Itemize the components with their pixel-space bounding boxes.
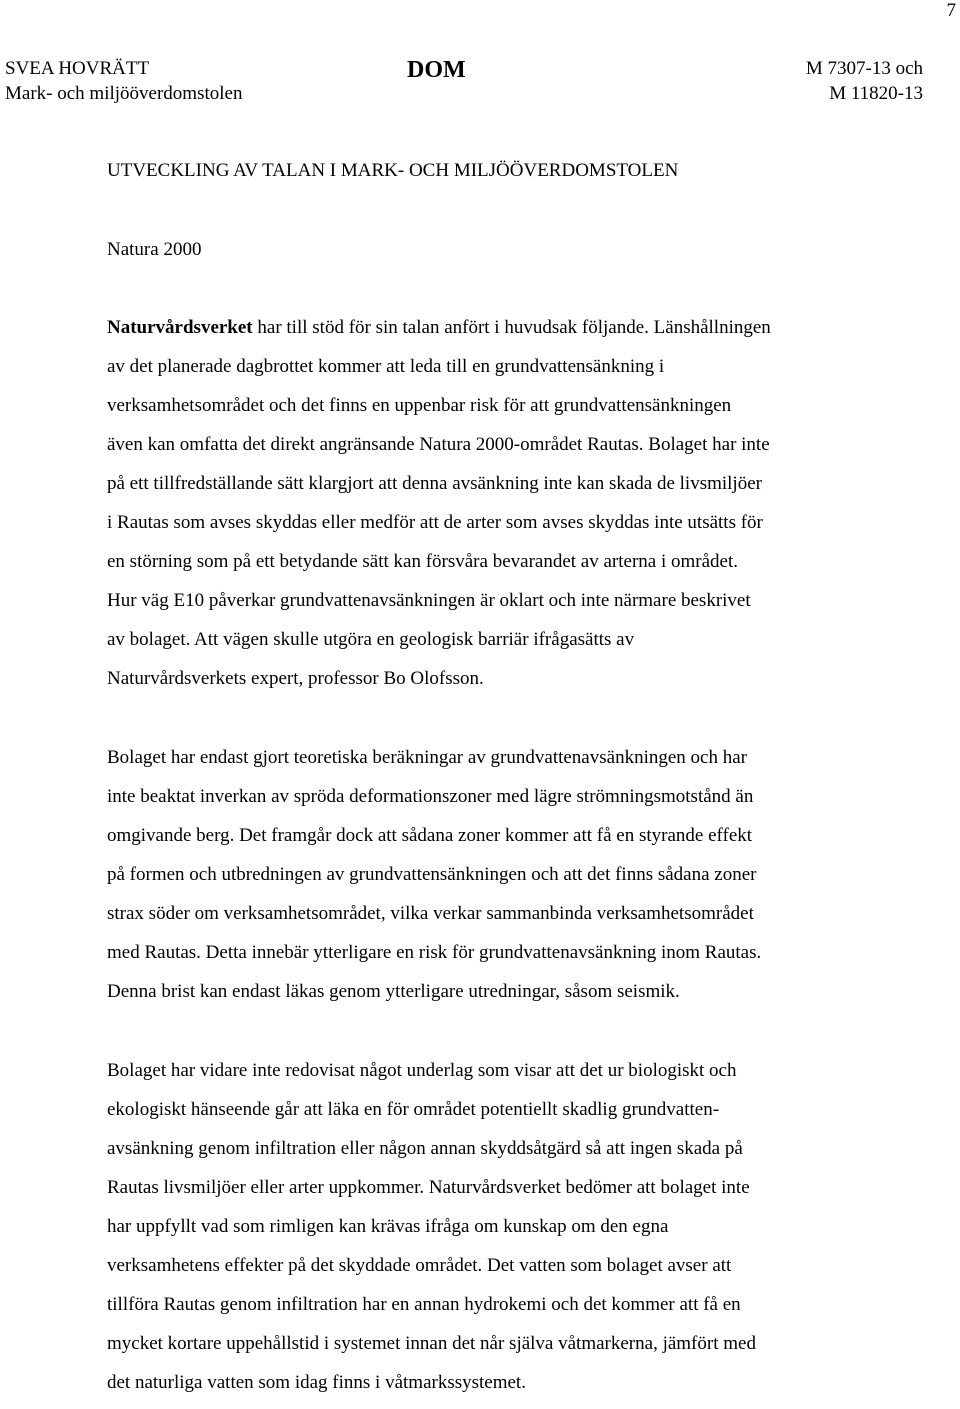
- paragraph-line: Naturvårdsverkets expert, professor Bo Olofsson.: [107, 668, 484, 689]
- paragraph-line: verksamhetsområdet och det finns en uppenbar risk för att grundvattensänkningen: [107, 395, 732, 416]
- paragraph-line: Naturvårdsverket har till stöd för sin talan anfört i huvudsak följande. Länshållningen: [107, 317, 771, 338]
- paragraph-line: det naturliga vatten som idag finns i våtmarkssystemet.: [107, 1372, 526, 1393]
- document-type: DOM: [407, 57, 466, 83]
- paragraph-line: på formen och utbredningen av grundvattensänkningen och att det finns sådana zoner: [107, 864, 757, 885]
- court-division: Mark- och miljööverdomstolen: [5, 83, 243, 104]
- document-header: [5, 56, 923, 108]
- bold-lead: Naturvårdsverket: [107, 317, 253, 338]
- page-number: 7: [946, 0, 956, 21]
- paragraph-line: Hur väg E10 påverkar grundvattenavsänkningen är oklart och inte närmare beskrivet: [107, 590, 751, 611]
- paragraph-line: Bolaget har vidare inte redovisat något underlag som visar att det ur biologiskt och: [107, 1060, 737, 1081]
- paragraph-2: [107, 745, 927, 1018]
- paragraph-line: på ett tillfredställande sätt klargjort att denna avsänkning inte kan skada de livsmiljöer: [107, 473, 762, 494]
- paragraph-line: har uppfyllt vad som rimligen kan krävas ifråga om kunskap om den egna: [107, 1216, 669, 1237]
- paragraph-line: avsänkning genom infiltration eller någon annan skyddsåtgärd så att ingen skada på: [107, 1138, 743, 1159]
- paragraph-line: Rautas livsmiljöer eller arter uppkommer. Naturvårdsverket bedömer att bolaget inte: [107, 1177, 750, 1198]
- paragraph-line: omgivande berg. Det framgår dock att sådana zoner kommer att få en styrande effekt: [107, 825, 753, 846]
- paragraph-line: Denna brist kan endast läkas genom ytterligare utredningar, såsom seismik.: [107, 981, 680, 1002]
- paragraph-1: [107, 315, 927, 705]
- case-number-line-1: M 7307-13 och: [805, 58, 923, 79]
- paragraph-line: verksamhetens effekter på det skyddade området. Det vatten som bolaget avser att: [107, 1255, 732, 1276]
- paragraph-line: av bolaget. Att vägen skulle utgöra en geologisk barriär ifrågasätts av: [107, 629, 635, 650]
- paragraph-line: med Rautas. Detta innebär ytterligare en risk för grundvattenavsänkning inom Rautas.: [107, 942, 762, 963]
- paragraph-line: en störning som på ett betydande sätt kan försvåra bevarandet av arterna i området.: [107, 551, 738, 572]
- court-name: SVEA HOVRÄTT: [5, 58, 150, 79]
- paragraph-line: inte beaktat inverkan av spröda deformationszoner med lägre strömningsmotstånd än: [107, 786, 754, 807]
- section-heading: UTVECKLING AV TALAN I MARK- OCH MILJÖÖVERDOMSTOLEN: [107, 160, 679, 181]
- paragraph-line: i Rautas som avses skyddas eller medför att de arter som avses skyddas inte utsätts för: [107, 512, 763, 533]
- paragraph-line: ekologiskt hänseende går att läka en för området potentiellt skadlig grundvatten-: [107, 1099, 720, 1120]
- subheading-natura-2000: Natura 2000: [107, 239, 202, 260]
- paragraph-line: tillföra Rautas genom infiltration har en annan hydrokemi och det kommer att få en: [107, 1294, 741, 1315]
- case-number-line-2: M 11820-13: [829, 83, 923, 104]
- paragraph-3: [107, 1058, 927, 1409]
- paragraph-line: även kan omfatta det direkt angränsande Natura 2000-området Rautas. Bolaget har inte: [107, 434, 770, 455]
- paragraph-line: Bolaget har endast gjort teoretiska beräkningar av grundvattenavsänkningen och har: [107, 747, 747, 768]
- paragraph-line: strax söder om verksamhetsområdet, vilka verkar sammanbinda verksamhetsområdet: [107, 903, 754, 924]
- paragraph-line: mycket kortare uppehållstid i systemet innan det når själva våtmarkerna, jämfört med: [107, 1333, 756, 1354]
- paragraph-line: av det planerade dagbrottet kommer att leda till en grundvattensänkning i: [107, 356, 665, 377]
